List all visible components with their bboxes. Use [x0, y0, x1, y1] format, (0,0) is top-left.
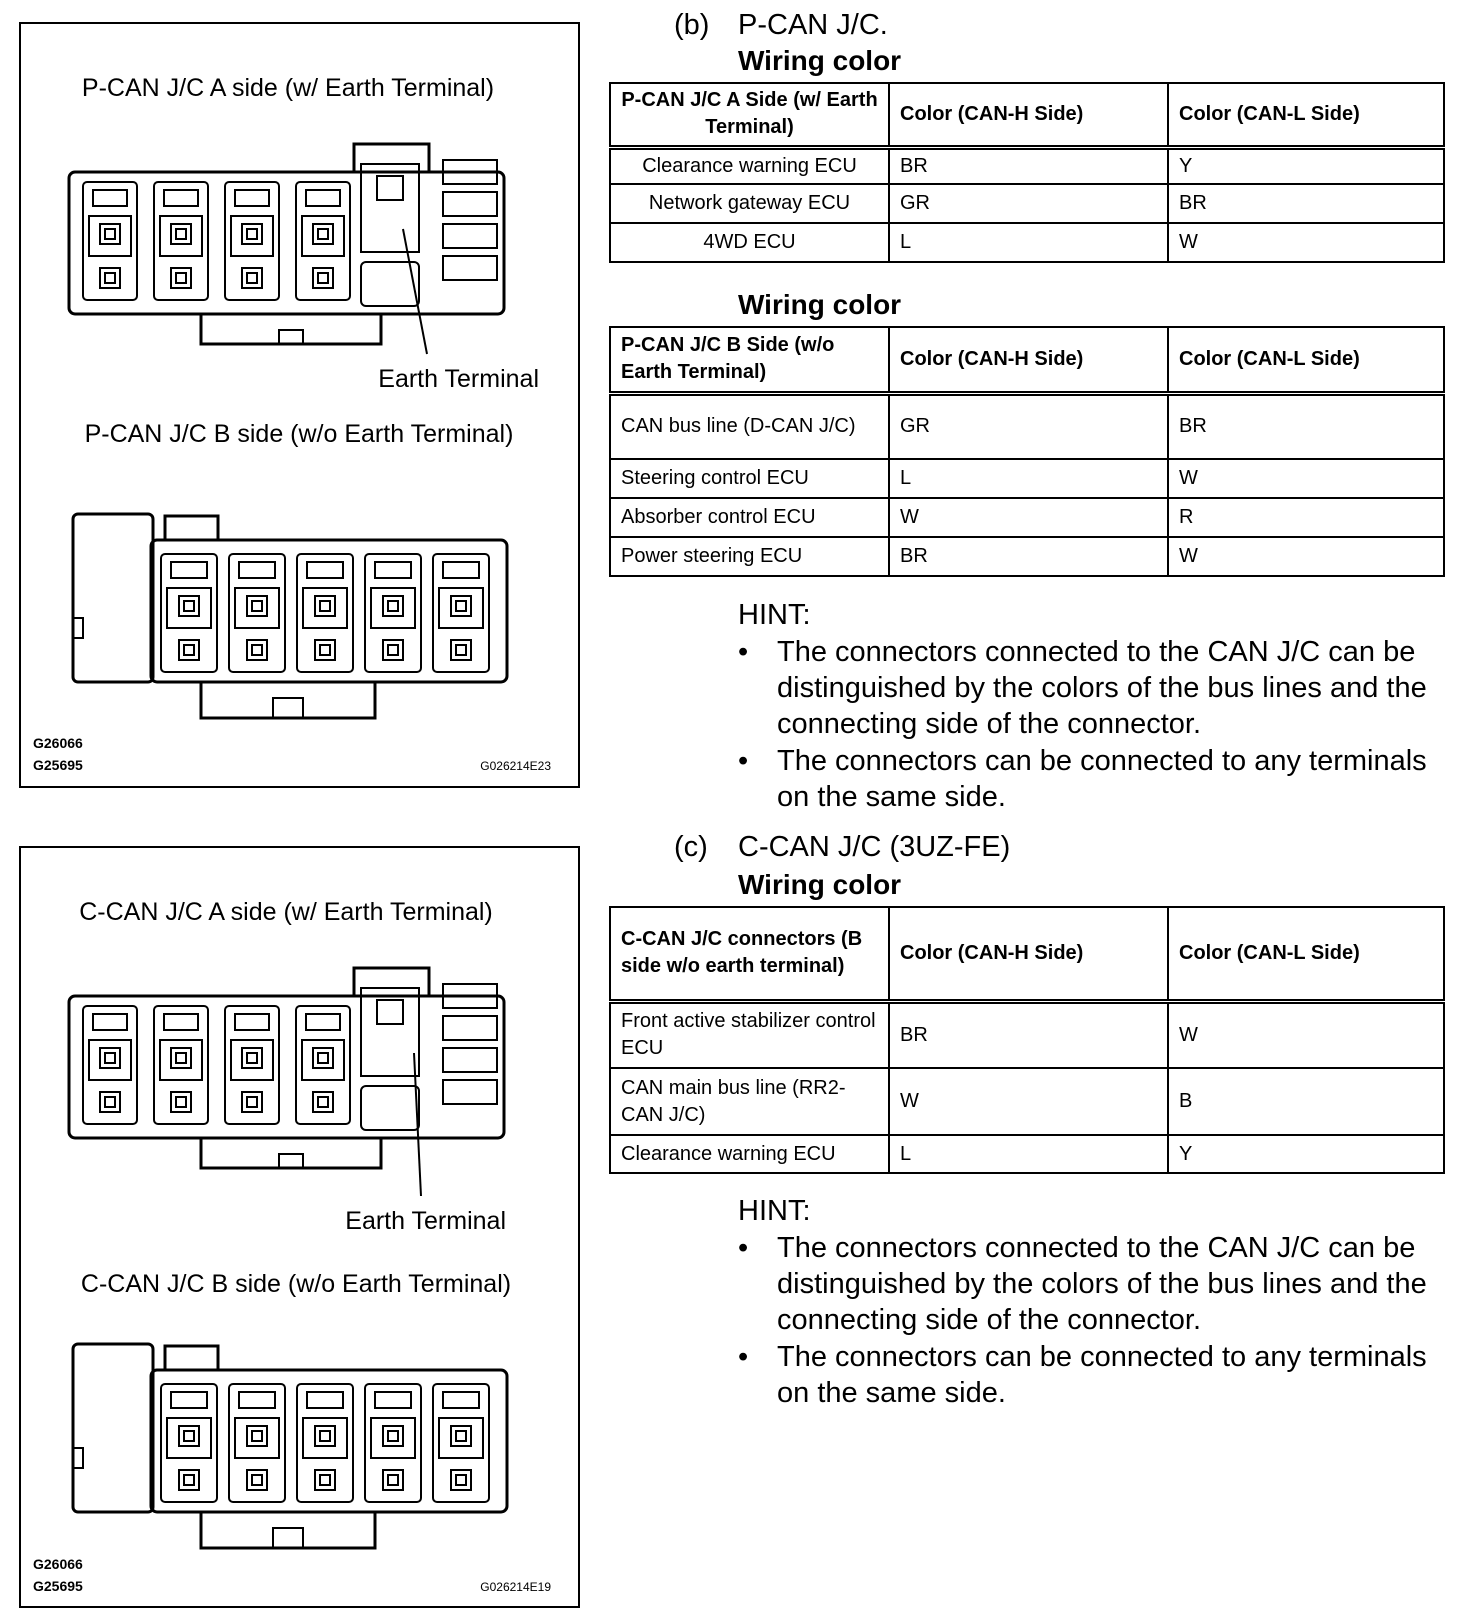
cavity-latch [375, 1392, 411, 1408]
cell-can-h: L [889, 1135, 1168, 1173]
table-row [610, 1001, 1444, 1068]
earth-terminal-pin [377, 176, 403, 200]
housing-tab [201, 682, 375, 718]
earth-terminal-pin [377, 1000, 403, 1024]
cell-can-h: GR [889, 184, 1168, 223]
terminal-pin-inner [456, 645, 466, 655]
terminal-pin [171, 224, 191, 244]
cell-can-h: L [889, 223, 1168, 262]
hint-block-b [738, 597, 1448, 813]
table-row [610, 459, 1444, 498]
terminal-pin [383, 640, 403, 660]
terminal-pin-inner [320, 1475, 330, 1485]
terminal-pin [179, 596, 199, 616]
cavity-slot [302, 216, 344, 256]
terminal-pin-inner [176, 229, 186, 239]
figure-code-1: G26066 [33, 1556, 83, 1572]
cell-connector: Network gateway ECU [610, 184, 889, 223]
cell-can-l: BR [1168, 393, 1444, 459]
housing-outline [69, 996, 504, 1138]
cavity-latch [235, 1014, 269, 1030]
terminal-pin-inner [184, 1431, 194, 1441]
terminal-pin [242, 224, 262, 244]
terminal-pin [171, 1092, 191, 1112]
housing-tab [201, 1512, 375, 1548]
cavity-latch [93, 1014, 127, 1030]
hint-title: HINT: [738, 1195, 811, 1227]
terminal-pin [247, 596, 267, 616]
table-row [610, 1135, 1444, 1173]
terminal-pin-inner [388, 645, 398, 655]
cavity-slot [439, 1418, 483, 1458]
cell-can-h: W [889, 1068, 1168, 1135]
side-ribs [443, 160, 497, 280]
terminal-pin [100, 224, 120, 244]
bullet-icon: • [738, 1341, 749, 1373]
cell-connector: Steering control ECU [610, 459, 889, 498]
cavity-slot [303, 588, 347, 628]
housing-latch [165, 1346, 218, 1370]
cavity-latch [443, 1392, 479, 1408]
terminal-pin [171, 268, 191, 288]
housing-lock [279, 330, 303, 344]
title-a-side: P-CAN J/C A side (w/ Earth Terminal) [81, 74, 495, 102]
earth-terminal-socket [361, 988, 419, 1076]
terminal-pin-inner [252, 1431, 262, 1441]
terminal-pin-inner [184, 645, 194, 655]
earth-housing [354, 144, 429, 172]
table-row [610, 184, 1444, 223]
cavity-latch [307, 562, 343, 578]
cell-can-h: BR [889, 147, 1168, 184]
cavity-slot [160, 216, 202, 256]
p-can-b-side-table [609, 326, 1445, 577]
header-can-h: Color (CAN-H Side) [889, 83, 1168, 147]
cell-can-h: BR [889, 1001, 1168, 1068]
header-can-l: Color (CAN-L Side) [1168, 327, 1444, 393]
earth-leader-line [403, 229, 427, 354]
terminal-pin [179, 640, 199, 660]
cell-can-l: W [1168, 537, 1444, 576]
terminal-pin [451, 1470, 471, 1490]
hint-item-text: The connectors can be connected to any terminals on the same side. [777, 1341, 1427, 1409]
terminal-pin [171, 1048, 191, 1068]
terminal-pin-inner [252, 1475, 262, 1485]
bullet-icon: • [738, 745, 749, 777]
housing-lock [273, 698, 303, 718]
terminal-pin-inner [247, 229, 257, 239]
cell-connector: CAN bus line (D-CAN J/C) [610, 393, 889, 459]
section-b-label: (b) [674, 9, 710, 41]
terminal-pin-inner [320, 645, 330, 655]
c-can-table [609, 906, 1445, 1174]
connector-a-side [69, 968, 504, 1168]
cavity-latch [171, 1392, 207, 1408]
figure-code-1: G26066 [33, 735, 83, 751]
terminal-pin [313, 268, 333, 288]
cell-can-l: Y [1168, 147, 1444, 184]
housing-lever [73, 1344, 153, 1512]
p-can-a-side-table [609, 82, 1445, 263]
cell-can-h: W [889, 498, 1168, 537]
terminal-pin [247, 1426, 267, 1446]
cell-can-l: Y [1168, 1135, 1444, 1173]
cavity-slot [167, 1418, 211, 1458]
terminal-pin [383, 1426, 403, 1446]
table-row [610, 393, 1444, 459]
terminal-pin [242, 268, 262, 288]
table-row [610, 537, 1444, 576]
cavity-slot [89, 216, 131, 256]
terminal-pin-inner [105, 1097, 115, 1107]
section-c-title: C-CAN J/C (3UZ-FE) [738, 831, 1011, 863]
terminal-pin-inner [247, 273, 257, 283]
earth-housing [354, 968, 429, 996]
cavity-latch [306, 1014, 340, 1030]
figure-id: G026214E23 [480, 759, 551, 773]
terminal-pin [383, 1470, 403, 1490]
connector-b-side [73, 1344, 507, 1548]
terminal-pin-inner [176, 1053, 186, 1063]
terminal-pin [313, 1048, 333, 1068]
c-can-connector-drawing [21, 848, 578, 1606]
terminal-pin [315, 1426, 335, 1446]
bullet-icon: • [738, 1232, 749, 1264]
cavity-slot [302, 1040, 344, 1080]
cell-connector: Absorber control ECU [610, 498, 889, 537]
section-b-title: P-CAN J/C. [738, 9, 888, 41]
cavity-latch [375, 562, 411, 578]
cavity-latch [93, 190, 127, 206]
figure-code-2: G25695 [33, 757, 83, 773]
cell-connector: 4WD ECU [610, 223, 889, 262]
table-row [610, 223, 1444, 262]
terminal-pin [315, 596, 335, 616]
cell-connector: Clearance warning ECU [610, 1135, 889, 1173]
cell-can-h: GR [889, 393, 1168, 459]
cavity-slot [89, 1040, 131, 1080]
cavity-slot [371, 1418, 415, 1458]
cavity-slot [235, 588, 279, 628]
terminal-pin-inner [176, 1097, 186, 1107]
header-can-l: Color (CAN-L Side) [1168, 83, 1444, 147]
terminal-pin-inner [318, 1053, 328, 1063]
cavity-slot [235, 1418, 279, 1458]
terminal-pin-inner [105, 1053, 115, 1063]
terminal-pin [100, 268, 120, 288]
wiring-color-heading-1: Wiring color [738, 45, 902, 76]
wiring-color-heading-3: Wiring color [738, 869, 902, 900]
table-header-row [610, 327, 1444, 393]
cell-connector: Front active stabilizer control ECU [610, 1001, 889, 1068]
terminal-pin-inner [456, 601, 466, 611]
terminal-pin [451, 1426, 471, 1446]
terminal-pin [313, 1092, 333, 1112]
housing-lock [279, 1154, 303, 1168]
cell-connector: Power steering ECU [610, 537, 889, 576]
bullet-icon: • [738, 636, 749, 668]
terminal-pin [313, 224, 333, 244]
terminal-pin [100, 1048, 120, 1068]
title-b-side: P-CAN J/C B side (w/o Earth Terminal) [84, 420, 514, 448]
cavity-latch [239, 562, 275, 578]
table-row [610, 498, 1444, 537]
cavity-slot [303, 1418, 347, 1458]
terminal-pin-inner [252, 645, 262, 655]
figure-code-2: G25695 [33, 1578, 83, 1594]
header-can-h: Color (CAN-H Side) [889, 327, 1168, 393]
cavity-latch [443, 562, 479, 578]
terminal-pin [451, 596, 471, 616]
section-c-label: (c) [674, 831, 708, 863]
hint-item-text: The connectors connected to the CAN J/C can be distinguished by the colors of the bus lines and the connecting side of the connector. [777, 1232, 1427, 1336]
cavity-slot [167, 588, 211, 628]
blank-cavity [361, 1086, 419, 1130]
terminal-pin [242, 1092, 262, 1112]
terminal-pin [179, 1470, 199, 1490]
housing-lock [273, 1528, 303, 1548]
cavity-latch [239, 1392, 275, 1408]
terminal-pin-inner [388, 601, 398, 611]
connector-b-side [73, 514, 507, 718]
earth-terminal-label: Earth Terminal [378, 365, 539, 393]
terminal-pin-inner [252, 601, 262, 611]
table-header-row [610, 907, 1444, 1001]
table-row [610, 1068, 1444, 1135]
figure-c-can-connectors [19, 846, 580, 1608]
header-connector: C-CAN J/C connectors (B side w/o earth terminal) [610, 907, 889, 1001]
header-connector: P-CAN J/C A Side (w/ Earth Terminal) [610, 83, 889, 147]
cavity-latch [171, 562, 207, 578]
terminal-pin [247, 640, 267, 660]
cavity-slot [371, 588, 415, 628]
terminal-pin [315, 1470, 335, 1490]
terminal-pin-inner [388, 1431, 398, 1441]
cavity-latch [235, 190, 269, 206]
cell-connector: Clearance warning ECU [610, 147, 889, 184]
terminal-pin [451, 640, 471, 660]
cavity-latch [307, 1392, 343, 1408]
hint-block-c [738, 1193, 1448, 1409]
p-can-connector-drawing [21, 24, 578, 786]
cell-can-h: BR [889, 537, 1168, 576]
cell-can-l: R [1168, 498, 1444, 537]
terminal-pin-inner [105, 273, 115, 283]
header-can-l: Color (CAN-L Side) [1168, 907, 1444, 1001]
housing-outline [69, 172, 504, 314]
cavity-latch [306, 190, 340, 206]
terminal-pin-inner [456, 1475, 466, 1485]
terminal-pin-inner [388, 1475, 398, 1485]
cavity-latch [164, 190, 198, 206]
terminal-pin [315, 640, 335, 660]
terminal-pin-inner [318, 229, 328, 239]
terminal-pin-inner [247, 1053, 257, 1063]
housing-latch [165, 516, 218, 540]
earth-terminal-label: Earth Terminal [345, 1207, 506, 1235]
terminal-pin-inner [318, 1097, 328, 1107]
connector-a-side [69, 144, 504, 344]
terminal-pin-inner [456, 1431, 466, 1441]
terminal-pin-inner [184, 1475, 194, 1485]
header-can-h: Color (CAN-H Side) [889, 907, 1168, 1001]
terminal-pin [179, 1426, 199, 1446]
earth-terminal-socket [361, 164, 419, 252]
hint-title: HINT: [738, 599, 811, 631]
terminal-pin [242, 1048, 262, 1068]
terminal-pin-inner [184, 601, 194, 611]
cavity-slot [231, 216, 273, 256]
title-b-side: C-CAN J/C B side (w/o Earth Terminal) [80, 1270, 512, 1298]
terminal-pin [100, 1092, 120, 1112]
cavity-slot [439, 588, 483, 628]
cell-can-h: L [889, 459, 1168, 498]
cell-connector: CAN main bus line (RR2-CAN J/C) [610, 1068, 889, 1135]
figure-id: G026214E19 [480, 1580, 551, 1594]
terminal-pin-inner [247, 1097, 257, 1107]
table-row [610, 147, 1444, 184]
hint-item-text: The connectors connected to the CAN J/C can be distinguished by the colors of the bus lines and the connecting side of the connector. [777, 636, 1427, 740]
table-header-row [610, 83, 1444, 147]
wiring-color-heading-2: Wiring color [738, 289, 902, 320]
side-ribs [443, 984, 497, 1104]
figure-p-can-connectors [19, 22, 580, 788]
terminal-pin-inner [105, 229, 115, 239]
cell-can-l: W [1168, 459, 1444, 498]
cell-can-l: W [1168, 223, 1444, 262]
terminal-pin [247, 1470, 267, 1490]
title-a-side: C-CAN J/C A side (w/ Earth Terminal) [79, 898, 493, 926]
cavity-slot [160, 1040, 202, 1080]
housing-lever [73, 514, 153, 682]
terminal-pin-inner [176, 273, 186, 283]
header-connector: P-CAN J/C B Side (w/o Earth Terminal) [610, 327, 889, 393]
terminal-pin-inner [318, 273, 328, 283]
terminal-pin-inner [320, 1431, 330, 1441]
terminal-pin-inner [320, 601, 330, 611]
cell-can-l: BR [1168, 184, 1444, 223]
hint-item-text: The connectors can be connected to any terminals on the same side. [777, 745, 1427, 813]
terminal-pin [383, 596, 403, 616]
cavity-slot [231, 1040, 273, 1080]
cell-can-l: B [1168, 1068, 1444, 1135]
cell-can-l: W [1168, 1001, 1444, 1068]
cavity-latch [164, 1014, 198, 1030]
